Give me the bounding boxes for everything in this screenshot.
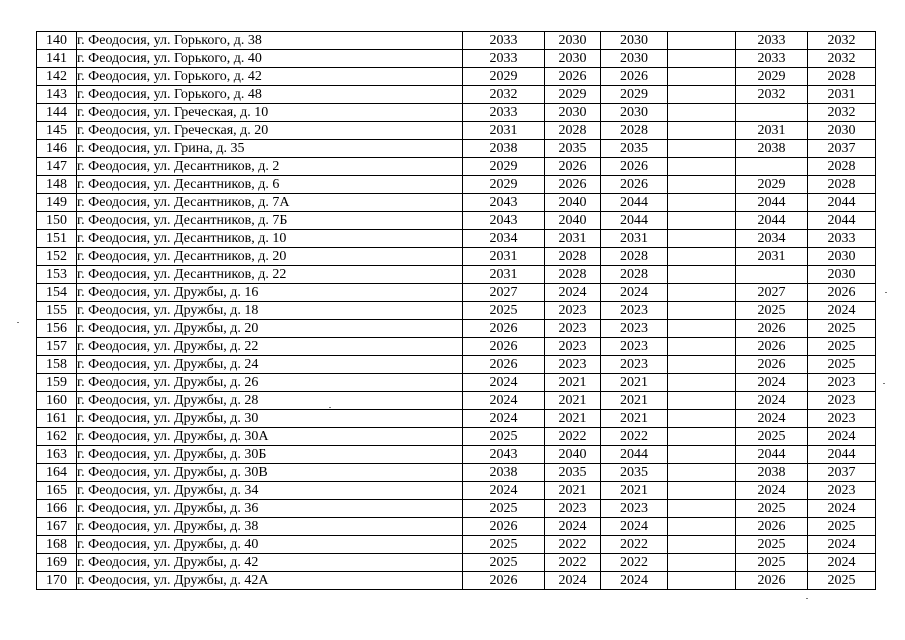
year-cell-5: 2044: [736, 212, 808, 230]
year-cell-6: 2024: [808, 428, 876, 446]
year-cell-2: 2023: [545, 500, 601, 518]
table-row: [37, 212, 876, 230]
year-cell-6: 2037: [808, 140, 876, 158]
year-cell-5: 2034: [736, 230, 808, 248]
scan-speck: [885, 292, 887, 293]
year-cell-6: 2030: [808, 122, 876, 140]
table-row: [37, 482, 876, 500]
year-cell-1: 2026: [463, 320, 545, 338]
year-cell-5: 2031: [736, 248, 808, 266]
year-cell-1: 2026: [463, 338, 545, 356]
year-cell-4: [668, 410, 736, 428]
year-cell-4: [668, 446, 736, 464]
year-cell-1: 2033: [463, 50, 545, 68]
year-cell-3: 2028: [601, 122, 668, 140]
year-cell-1: 2043: [463, 446, 545, 464]
address-cell: г. Феодосия, ул. Горького, д. 48: [77, 86, 463, 104]
year-cell-5: 2025: [736, 536, 808, 554]
table-row: [37, 284, 876, 302]
year-cell-3: 2023: [601, 338, 668, 356]
year-cell-5: [736, 266, 808, 284]
row-number: 160: [37, 392, 77, 410]
year-cell-3: 2021: [601, 392, 668, 410]
year-cell-3: 2021: [601, 482, 668, 500]
row-number: 155: [37, 302, 77, 320]
year-cell-6: 2044: [808, 194, 876, 212]
year-cell-2: 2028: [545, 122, 601, 140]
year-cell-1: 2026: [463, 572, 545, 590]
year-cell-3: 2030: [601, 104, 668, 122]
year-cell-3: 2023: [601, 500, 668, 518]
row-number: 147: [37, 158, 77, 176]
year-cell-2: 2024: [545, 572, 601, 590]
year-cell-2: 2030: [545, 50, 601, 68]
year-cell-4: [668, 572, 736, 590]
year-cell-1: 2031: [463, 266, 545, 284]
year-cell-1: 2029: [463, 176, 545, 194]
row-number: 170: [37, 572, 77, 590]
year-cell-4: [668, 428, 736, 446]
row-number: 167: [37, 518, 77, 536]
address-cell: г. Феодосия, ул. Греческая, д. 20: [77, 122, 463, 140]
row-number: 165: [37, 482, 77, 500]
year-cell-2: 2030: [545, 104, 601, 122]
year-cell-5: [736, 104, 808, 122]
table-row: [37, 572, 876, 590]
year-cell-4: [668, 356, 736, 374]
year-cell-1: 2025: [463, 302, 545, 320]
year-cell-3: 2021: [601, 374, 668, 392]
address-cell: г. Феодосия, ул. Дружбы, д. 42А: [77, 572, 463, 590]
row-number: 144: [37, 104, 77, 122]
table-row: [37, 554, 876, 572]
year-cell-2: 2035: [545, 464, 601, 482]
table-row: [37, 356, 876, 374]
housing-repair-schedule-table: [36, 31, 876, 590]
table-row: [37, 410, 876, 428]
year-cell-2: 2021: [545, 392, 601, 410]
row-number: 166: [37, 500, 77, 518]
year-cell-2: 2021: [545, 410, 601, 428]
table-row: [37, 428, 876, 446]
year-cell-4: [668, 374, 736, 392]
year-cell-5: 2024: [736, 374, 808, 392]
year-cell-1: 2025: [463, 554, 545, 572]
row-number: 161: [37, 410, 77, 428]
address-cell: г. Феодосия, ул. Десантников, д. 7Б: [77, 212, 463, 230]
year-cell-5: 2026: [736, 518, 808, 536]
year-cell-5: 2029: [736, 68, 808, 86]
address-cell: г. Феодосия, ул. Десантников, д. 22: [77, 266, 463, 284]
year-cell-2: 2023: [545, 338, 601, 356]
table-row: [37, 266, 876, 284]
address-cell: г. Феодосия, ул. Дружбы, д. 20: [77, 320, 463, 338]
year-cell-6: 2023: [808, 482, 876, 500]
year-cell-5: 2026: [736, 356, 808, 374]
year-cell-4: [668, 338, 736, 356]
table-row: [37, 176, 876, 194]
address-cell: г. Феодосия, ул. Дружбы, д. 26: [77, 374, 463, 392]
table-row: [37, 536, 876, 554]
year-cell-1: 2033: [463, 104, 545, 122]
year-cell-4: [668, 176, 736, 194]
table-row: [37, 230, 876, 248]
year-cell-4: [668, 230, 736, 248]
year-cell-3: 2026: [601, 158, 668, 176]
address-cell: г. Феодосия, ул. Десантников, д. 20: [77, 248, 463, 266]
table-row: [37, 140, 876, 158]
year-cell-4: [668, 284, 736, 302]
row-number: 158: [37, 356, 77, 374]
year-cell-6: 2023: [808, 392, 876, 410]
row-number: 141: [37, 50, 77, 68]
year-cell-4: [668, 500, 736, 518]
row-number: 148: [37, 176, 77, 194]
year-cell-6: 2023: [808, 374, 876, 392]
table-row: [37, 158, 876, 176]
row-number: 149: [37, 194, 77, 212]
year-cell-5: 2025: [736, 554, 808, 572]
year-cell-6: 2025: [808, 572, 876, 590]
row-number: 162: [37, 428, 77, 446]
table-body: [37, 32, 876, 590]
address-cell: г. Феодосия, ул. Горького, д. 38: [77, 32, 463, 50]
year-cell-4: [668, 122, 736, 140]
year-cell-6: 2032: [808, 50, 876, 68]
table-row: [37, 518, 876, 536]
table-row: [37, 104, 876, 122]
year-cell-4: [668, 68, 736, 86]
year-cell-6: 2024: [808, 500, 876, 518]
year-cell-4: [668, 536, 736, 554]
row-number: 164: [37, 464, 77, 482]
table-row: [37, 392, 876, 410]
year-cell-1: 2024: [463, 392, 545, 410]
year-cell-1: 2043: [463, 194, 545, 212]
year-cell-4: [668, 212, 736, 230]
year-cell-3: 2023: [601, 302, 668, 320]
year-cell-1: 2034: [463, 230, 545, 248]
year-cell-6: 2025: [808, 338, 876, 356]
year-cell-4: [668, 482, 736, 500]
row-number: 152: [37, 248, 77, 266]
address-cell: г. Феодосия, ул. Дружбы, д. 42: [77, 554, 463, 572]
year-cell-3: 2024: [601, 284, 668, 302]
year-cell-1: 2032: [463, 86, 545, 104]
year-cell-5: 2026: [736, 320, 808, 338]
address-cell: г. Феодосия, ул. Дружбы, д. 22: [77, 338, 463, 356]
year-cell-5: 2025: [736, 302, 808, 320]
year-cell-6: 2030: [808, 266, 876, 284]
year-cell-4: [668, 554, 736, 572]
address-cell: г. Феодосия, ул. Дружбы, д. 30Б: [77, 446, 463, 464]
year-cell-2: 2040: [545, 446, 601, 464]
year-cell-3: 2044: [601, 212, 668, 230]
year-cell-6: 2025: [808, 356, 876, 374]
year-cell-6: 2028: [808, 176, 876, 194]
year-cell-2: 2029: [545, 86, 601, 104]
year-cell-6: 2026: [808, 284, 876, 302]
year-cell-4: [668, 248, 736, 266]
address-cell: г. Феодосия, ул. Грина, д. 35: [77, 140, 463, 158]
table-row: [37, 464, 876, 482]
year-cell-1: 2031: [463, 248, 545, 266]
year-cell-5: 2031: [736, 122, 808, 140]
year-cell-2: 2021: [545, 374, 601, 392]
year-cell-4: [668, 518, 736, 536]
year-cell-3: 2021: [601, 410, 668, 428]
table-row: [37, 50, 876, 68]
row-number: 157: [37, 338, 77, 356]
year-cell-6: 2033: [808, 230, 876, 248]
year-cell-5: 2025: [736, 500, 808, 518]
table-row: [37, 320, 876, 338]
year-cell-2: 2024: [545, 284, 601, 302]
row-number: 140: [37, 32, 77, 50]
row-number: 169: [37, 554, 77, 572]
year-cell-1: 2024: [463, 410, 545, 428]
year-cell-4: [668, 320, 736, 338]
table-row: [37, 122, 876, 140]
address-cell: г. Феодосия, ул. Горького, д. 40: [77, 50, 463, 68]
year-cell-1: 2027: [463, 284, 545, 302]
year-cell-4: [668, 194, 736, 212]
address-cell: г. Феодосия, ул. Горького, д. 42: [77, 68, 463, 86]
year-cell-3: 2024: [601, 572, 668, 590]
row-number: 146: [37, 140, 77, 158]
table-row: [37, 500, 876, 518]
year-cell-1: 2025: [463, 500, 545, 518]
address-cell: г. Феодосия, ул. Дружбы, д. 30А: [77, 428, 463, 446]
address-cell: г. Феодосия, ул. Греческая, д. 10: [77, 104, 463, 122]
row-number: 142: [37, 68, 77, 86]
year-cell-2: 2028: [545, 248, 601, 266]
table-row: [37, 302, 876, 320]
year-cell-6: 2030: [808, 248, 876, 266]
year-cell-3: 2044: [601, 446, 668, 464]
year-cell-1: 2024: [463, 374, 545, 392]
year-cell-1: 2043: [463, 212, 545, 230]
address-cell: г. Феодосия, ул. Дружбы, д. 40: [77, 536, 463, 554]
year-cell-3: 2022: [601, 536, 668, 554]
row-number: 153: [37, 266, 77, 284]
year-cell-1: 2025: [463, 428, 545, 446]
year-cell-5: 2044: [736, 194, 808, 212]
year-cell-6: 2032: [808, 104, 876, 122]
year-cell-3: 2029: [601, 86, 668, 104]
table-row: [37, 68, 876, 86]
year-cell-6: 2023: [808, 410, 876, 428]
year-cell-2: 2040: [545, 212, 601, 230]
table-row: [37, 86, 876, 104]
row-number: 143: [37, 86, 77, 104]
year-cell-1: 2024: [463, 482, 545, 500]
year-cell-5: 2044: [736, 446, 808, 464]
address-cell: г. Феодосия, ул. Дружбы, д. 18: [77, 302, 463, 320]
year-cell-6: 2028: [808, 68, 876, 86]
year-cell-5: 2029: [736, 176, 808, 194]
year-cell-3: 2030: [601, 50, 668, 68]
table-row: [37, 32, 876, 50]
year-cell-1: 2029: [463, 68, 545, 86]
scan-speck: [17, 322, 19, 323]
year-cell-3: 2031: [601, 230, 668, 248]
year-cell-6: 2044: [808, 212, 876, 230]
year-cell-2: 2028: [545, 266, 601, 284]
year-cell-3: 2023: [601, 320, 668, 338]
year-cell-3: 2022: [601, 428, 668, 446]
year-cell-2: 2026: [545, 176, 601, 194]
table-row: [37, 248, 876, 266]
year-cell-5: 2024: [736, 392, 808, 410]
table-row: [37, 338, 876, 356]
year-cell-6: 2031: [808, 86, 876, 104]
year-cell-5: 2038: [736, 140, 808, 158]
year-cell-6: 2025: [808, 320, 876, 338]
row-number: 151: [37, 230, 77, 248]
year-cell-6: 2028: [808, 158, 876, 176]
year-cell-2: 2022: [545, 554, 601, 572]
year-cell-3: 2044: [601, 194, 668, 212]
year-cell-2: 2023: [545, 302, 601, 320]
scan-speck: [806, 598, 808, 599]
year-cell-5: 2024: [736, 410, 808, 428]
year-cell-4: [668, 302, 736, 320]
address-cell: г. Феодосия, ул. Дружбы, д. 36: [77, 500, 463, 518]
year-cell-5: 2038: [736, 464, 808, 482]
year-cell-3: 2035: [601, 464, 668, 482]
year-cell-6: 2044: [808, 446, 876, 464]
year-cell-2: 2023: [545, 320, 601, 338]
year-cell-6: 2024: [808, 536, 876, 554]
year-cell-3: 2030: [601, 32, 668, 50]
scan-speck: [883, 383, 885, 384]
year-cell-6: 2024: [808, 554, 876, 572]
address-cell: г. Феодосия, ул. Дружбы, д. 38: [77, 518, 463, 536]
year-cell-2: 2026: [545, 158, 601, 176]
year-cell-5: 2033: [736, 32, 808, 50]
year-cell-2: 2031: [545, 230, 601, 248]
table-row: [37, 374, 876, 392]
year-cell-5: 2033: [736, 50, 808, 68]
year-cell-3: 2023: [601, 356, 668, 374]
year-cell-1: 2038: [463, 140, 545, 158]
year-cell-4: [668, 86, 736, 104]
year-cell-3: 2026: [601, 68, 668, 86]
address-cell: г. Феодосия, ул. Десантников, д. 7А: [77, 194, 463, 212]
year-cell-6: 2032: [808, 32, 876, 50]
row-number: 145: [37, 122, 77, 140]
year-cell-3: 2022: [601, 554, 668, 572]
year-cell-3: 2028: [601, 266, 668, 284]
year-cell-4: [668, 392, 736, 410]
address-cell: г. Феодосия, ул. Дружбы, д. 30В: [77, 464, 463, 482]
year-cell-5: 2025: [736, 428, 808, 446]
year-cell-3: 2028: [601, 248, 668, 266]
year-cell-2: 2035: [545, 140, 601, 158]
year-cell-1: 2025: [463, 536, 545, 554]
table-row: [37, 446, 876, 464]
year-cell-2: 2021: [545, 482, 601, 500]
year-cell-5: 2026: [736, 572, 808, 590]
year-cell-3: 2035: [601, 140, 668, 158]
year-cell-5: 2024: [736, 482, 808, 500]
address-cell: г. Феодосия, ул. Дружбы, д. 24: [77, 356, 463, 374]
year-cell-2: 2040: [545, 194, 601, 212]
year-cell-3: 2026: [601, 176, 668, 194]
year-cell-4: [668, 32, 736, 50]
year-cell-3: 2024: [601, 518, 668, 536]
year-cell-4: [668, 104, 736, 122]
year-cell-1: 2031: [463, 122, 545, 140]
year-cell-1: 2033: [463, 32, 545, 50]
year-cell-2: 2024: [545, 518, 601, 536]
table-row: [37, 194, 876, 212]
row-number: 154: [37, 284, 77, 302]
row-number: 156: [37, 320, 77, 338]
address-cell: г. Феодосия, ул. Дружбы, д. 30: [77, 410, 463, 428]
year-cell-5: [736, 158, 808, 176]
year-cell-2: 2023: [545, 356, 601, 374]
year-cell-1: 2026: [463, 356, 545, 374]
year-cell-4: [668, 266, 736, 284]
year-cell-1: 2038: [463, 464, 545, 482]
year-cell-4: [668, 158, 736, 176]
address-cell: г. Феодосия, ул. Десантников, д. 10: [77, 230, 463, 248]
year-cell-6: 2037: [808, 464, 876, 482]
year-cell-4: [668, 464, 736, 482]
year-cell-1: 2029: [463, 158, 545, 176]
year-cell-6: 2024: [808, 302, 876, 320]
address-cell: г. Феодосия, ул. Дружбы, д. 16: [77, 284, 463, 302]
scan-speck: [329, 407, 331, 408]
address-cell: г. Феодосия, ул. Дружбы, д. 34: [77, 482, 463, 500]
year-cell-5: 2032: [736, 86, 808, 104]
row-number: 163: [37, 446, 77, 464]
year-cell-6: 2025: [808, 518, 876, 536]
year-cell-2: 2022: [545, 428, 601, 446]
row-number: 150: [37, 212, 77, 230]
row-number: 159: [37, 374, 77, 392]
year-cell-5: 2026: [736, 338, 808, 356]
year-cell-2: 2030: [545, 32, 601, 50]
year-cell-2: 2026: [545, 68, 601, 86]
address-cell: г. Феодосия, ул. Дружбы, д. 28: [77, 392, 463, 410]
year-cell-4: [668, 50, 736, 68]
year-cell-1: 2026: [463, 518, 545, 536]
address-cell: г. Феодосия, ул. Десантников, д. 6: [77, 176, 463, 194]
year-cell-2: 2022: [545, 536, 601, 554]
year-cell-4: [668, 140, 736, 158]
address-cell: г. Феодосия, ул. Десантников, д. 2: [77, 158, 463, 176]
row-number: 168: [37, 536, 77, 554]
year-cell-5: 2027: [736, 284, 808, 302]
